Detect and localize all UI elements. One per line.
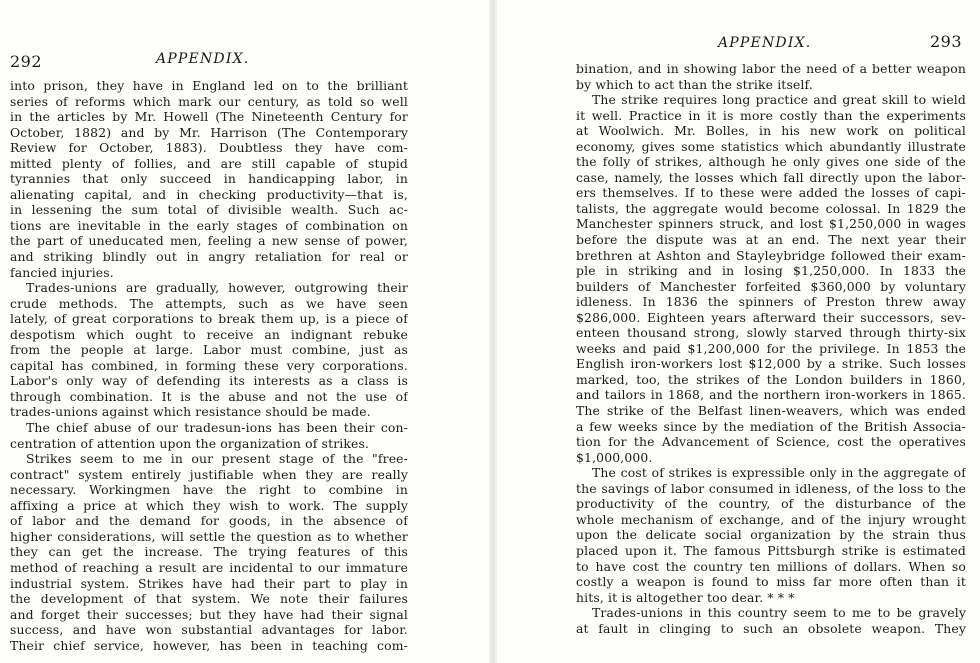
text-line: series of reforms which mark our century, as told so well: [10, 93, 408, 109]
left-page: [10, 0, 408, 663]
text-line: whole mechanism of exchange, and of the injury wrought: [576, 511, 966, 527]
text-line: tions are inevitable in the early stages of combination on: [10, 217, 408, 233]
left-page-body: [10, 78, 408, 653]
text-line: industrial system. Strikes have had their part to play in: [10, 575, 408, 591]
text-line: and tailors in 1868, and the northern iron-workers in 1865.: [576, 387, 966, 403]
text-line: to have cost the country ten millions of dollars. When so: [576, 558, 966, 574]
text-line: enteen thousand strong, slowly starved through thirty-six: [576, 325, 966, 341]
text-line: the part of uneducated men, feeling a new sense of power,: [10, 233, 408, 249]
text-line: tyrannies that only succeed in handicapping labor, in: [10, 171, 408, 187]
text-line: Review for October, 1883). Doubtless they have com-: [10, 140, 408, 156]
text-line: hits, it is altogether too dear. * * *: [576, 589, 795, 605]
right-page-body: [576, 61, 966, 636]
text-line: $286,000. Eighteen years afterward their successors, sev-: [576, 309, 966, 325]
text-line: by which to act than the strike itself.: [576, 76, 813, 92]
text-line: The chief abuse of our tradesun-ions has been their con-: [26, 420, 408, 436]
text-line: into prison, they have in England led on to the brilliant: [10, 78, 408, 93]
text-line: from the people at large. Labor must combine, just as: [10, 342, 408, 358]
text-line: Trades-unions in this country seem to me to be gravely: [592, 605, 966, 621]
text-line: and forget their successes; but they have had their signal: [10, 606, 408, 622]
left-running-head-title: APPENDIX.: [156, 51, 250, 67]
text-line: ple in striking and in losing $1,250,000. In 1833 the: [576, 263, 966, 279]
text-line: higher considerations, will settle the question as to whether: [10, 528, 408, 544]
text-line: through combination. It is the abuse and not the use of: [10, 388, 408, 404]
text-line: upon the delicate social organization by the strain thus: [576, 527, 966, 543]
text-line: Labor's only way of defending its interests as a class is: [10, 373, 408, 389]
text-line: Strikes seem to me in our present stage of the "free-: [26, 451, 408, 467]
text-line: bination, and in showing labor the need of a better weapon: [576, 61, 966, 76]
text-line: affixing a price at which they wish to work. The supply: [10, 497, 408, 513]
text-line: success, and have won substantial advantages for labor.: [10, 622, 408, 638]
text-line: the development of that system. We note their failures: [10, 591, 408, 607]
text-line: costly a weapon is found to miss far more often than it: [576, 574, 966, 590]
text-line: Their chief service, however, has been in teaching com-: [10, 637, 408, 653]
text-line: builders of Manchester forfeited $360,000 by voluntary: [576, 278, 966, 294]
right-running-head: [576, 0, 966, 70]
text-line: contract" system entirely justifiable when they are really: [10, 466, 408, 482]
right-running-head-title: APPENDIX.: [718, 35, 812, 51]
text-line: Manchester spinners struck, and lost $1,250,000 in wages: [576, 216, 966, 232]
right-page-number: 293: [929, 32, 962, 51]
text-line: Trades-unions are gradually, however, outgrowing their: [26, 280, 408, 296]
text-line: productivity of the country, of the disturbance of the: [576, 496, 966, 512]
text-line: trades-unions against which resistance should be made.: [10, 404, 371, 420]
text-line: economy, gives some statistics which abundantly illustrate: [576, 138, 966, 154]
text-line: at fault in clinging to such an obsolete weapon. They: [576, 620, 966, 636]
text-line: fancied injuries.: [10, 264, 114, 280]
text-line: despotism which ought to receive an indignant rebuke: [10, 326, 408, 342]
text-line: weeks and paid $1,200,000 for the privilege. In 1853 the: [576, 340, 966, 356]
text-line: idleness. In 1836 the spinners of Preston threw away: [576, 294, 966, 310]
text-line: $1,000,000.: [576, 449, 653, 465]
text-line: The strike of the Belfast linen-weavers, which was ended: [576, 403, 966, 419]
text-line: case, namely, the losses which fall directly upon the labor-: [576, 169, 966, 185]
book-gutter: [489, 0, 497, 663]
text-line: and striking blindly out in angry retaliation for real or: [10, 249, 408, 265]
text-line: crude methods. The attempts, such as we have seen: [10, 295, 408, 311]
text-line: October, 1882) and by Mr. Harrison (The Contemporary: [10, 124, 408, 140]
text-line: before the dispute was at an end. The next year their: [576, 232, 966, 248]
text-line: in lessening the sum total of divisible wealth. Such ac-: [10, 202, 408, 218]
text-line: at Woolwich. Mr. Bolles, in his new work on political: [576, 123, 966, 139]
text-line: in the articles by Mr. Howell (The Nineteenth Century for: [10, 109, 408, 125]
text-line: the savings of labor consumed in idleness, of the loss to the: [576, 480, 966, 496]
text-line: brethren at Ashton and Stayleybridge followed their exam-: [576, 247, 966, 263]
text-line: of labor and the demand for goods, in the absence of: [10, 513, 408, 529]
text-line: The strike requires long practice and great skill to wield: [592, 92, 966, 108]
left-page-number: 292: [10, 52, 43, 71]
text-line: necessary. Workingmen have the right to combine in: [10, 482, 408, 498]
text-line: it well. Practice in it is more costly than the experiments: [576, 107, 966, 123]
text-line: The cost of strikes is expressible only in the aggregate of: [592, 465, 966, 481]
text-line: talists, the aggregate would become colossal. In 1829 the: [576, 200, 966, 216]
text-line: they can get the increase. The trying features of this: [10, 544, 408, 560]
text-line: centration of attention upon the organization of strikes.: [10, 435, 370, 451]
text-line: tion for the Advancement of Science, cost the operatives: [576, 434, 966, 450]
text-line: lately, of great corporations to break them up, is a piece of: [10, 311, 408, 327]
text-line: capital has combined, in forming these very corporations.: [10, 357, 408, 373]
left-running-head: [10, 0, 408, 70]
text-line: marked, too, the strikes of the London builders in 1860,: [576, 371, 966, 387]
text-line: alienating capital, and in checking productivity—that is,: [10, 186, 408, 202]
right-page: [576, 0, 966, 663]
text-line: placed upon it. The famous Pittsburgh strike is estimated: [576, 542, 966, 558]
text-line: the folly of strikes, although he only gives one side of the: [576, 154, 966, 170]
text-line: method of reaching a result are incidental to our immature: [10, 559, 408, 575]
text-line: English iron-workers lost $12,000 by a strike. Such losses: [576, 356, 966, 372]
text-line: a few weeks since by the mediation of the British Associa-: [576, 418, 966, 434]
text-line: ers themselves. If to these were added the losses of capi-: [576, 185, 966, 201]
text-line: mitted plenty of follies, and are still capable of stupid: [10, 155, 408, 171]
